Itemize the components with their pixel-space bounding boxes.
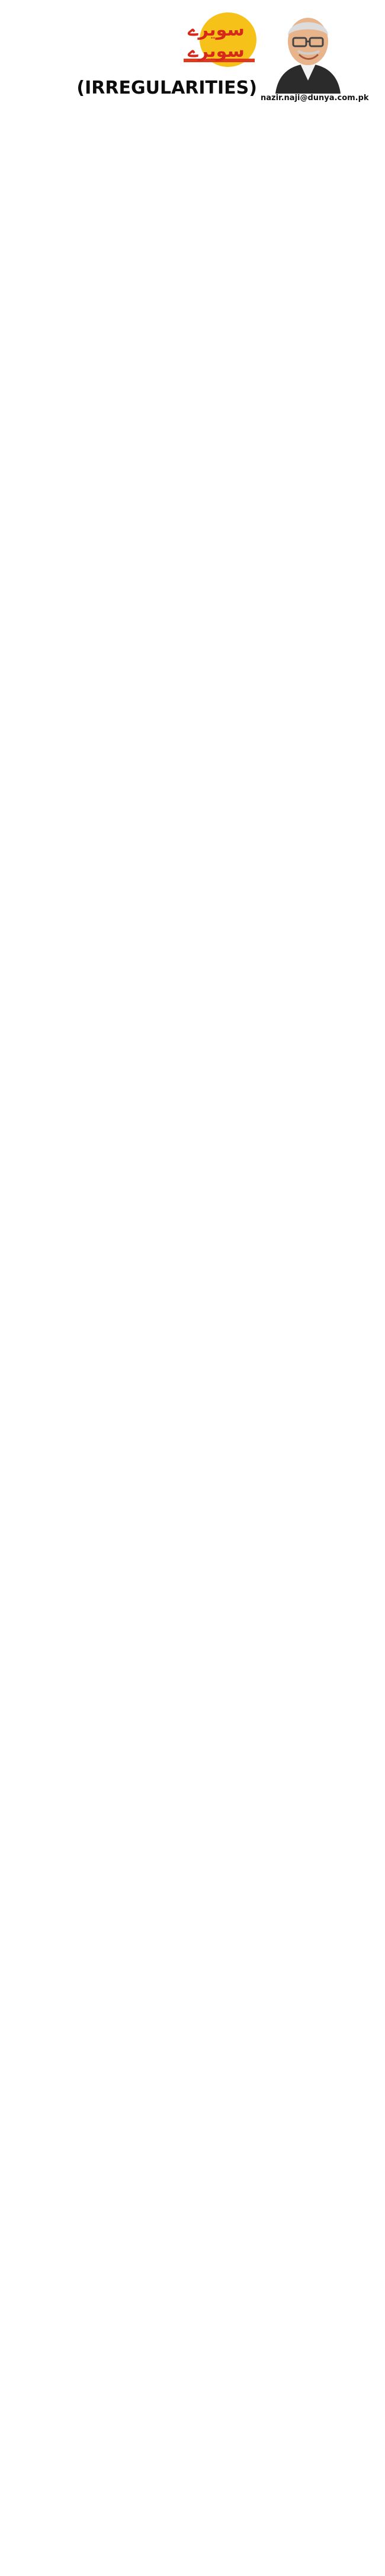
column-header xyxy=(0,0,385,118)
author-photo xyxy=(264,5,352,94)
column-headline xyxy=(14,76,257,98)
svg-text:سویرے: سویرے xyxy=(188,41,245,62)
headline-english: (IRREGULARITIES) xyxy=(76,78,257,98)
column-logo-artwork xyxy=(172,7,261,72)
author-email[interactable]: nazir.naji@dunya.com.pk xyxy=(261,94,369,102)
svg-text:سویرے: سویرے xyxy=(188,20,245,40)
author-portrait-icon xyxy=(264,5,352,94)
column-logo xyxy=(172,7,261,72)
article-body xyxy=(9,121,376,2565)
